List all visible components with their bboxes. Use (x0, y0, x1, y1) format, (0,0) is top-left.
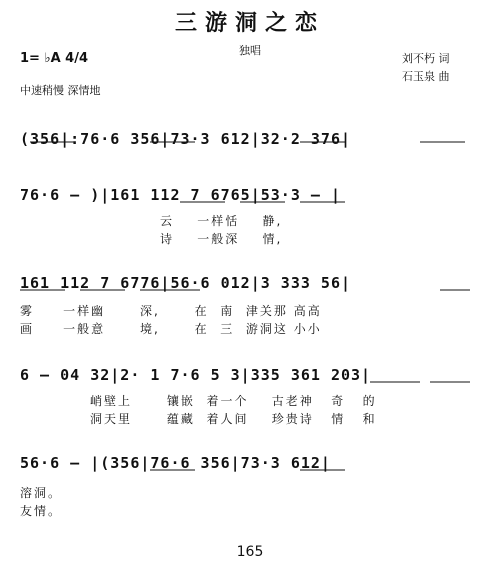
lyric-line-3-verse-2: 画 一般意 境, 在 三 游洞这 小小 (20, 322, 322, 336)
lyric-line-5-verse-2: 友情。 (20, 504, 63, 518)
notation-line-1: (356|:76·6 356|73·3 612|32·2 376| (20, 130, 352, 148)
lyric-line-5-verse-1: 溶洞。 (20, 486, 63, 500)
lyric-line-4-verse-2: 洞天里 蕴藏 着人间 珍贵诗 情 和 (90, 412, 377, 426)
lyric-line-2-verse-2: 诗 一般深 情, (160, 232, 283, 246)
lyric-line-2-verse-1: 云 一样恬 静, (160, 214, 283, 228)
notation-line-4: 6 – 04 32|2· 1 7·6 5 3|335 361 203| (20, 366, 372, 384)
notation-line-2: 76·6 – )|161 112 7 6765|53·3 – | (20, 186, 341, 204)
notation-line-3: 161 112 7 6776|56·6 012|3 333 56| (20, 274, 352, 292)
lyric-line-4-verse-1: 峭壁上 镶嵌 着一个 古老神 奇 的 (90, 394, 377, 408)
lyric-line-3-verse-1: 雾 一样幽 深, 在 南 津关那 高高 (20, 304, 322, 318)
composer: 石玉泉 曲 (402, 70, 450, 83)
page-number: 165 (236, 544, 264, 560)
lyricist: 刘不朽 词 (402, 52, 450, 65)
tempo-marking: 中速稍慢 深情地 (20, 84, 101, 97)
key-signature: 1= ♭A 4/4 (20, 51, 89, 66)
song-title: 三游洞之恋 (174, 10, 325, 36)
performance-type: 独唱 (239, 44, 261, 57)
notation-line-5: 56·6 – |(356|76·6 356|73·3 612| (20, 454, 331, 472)
